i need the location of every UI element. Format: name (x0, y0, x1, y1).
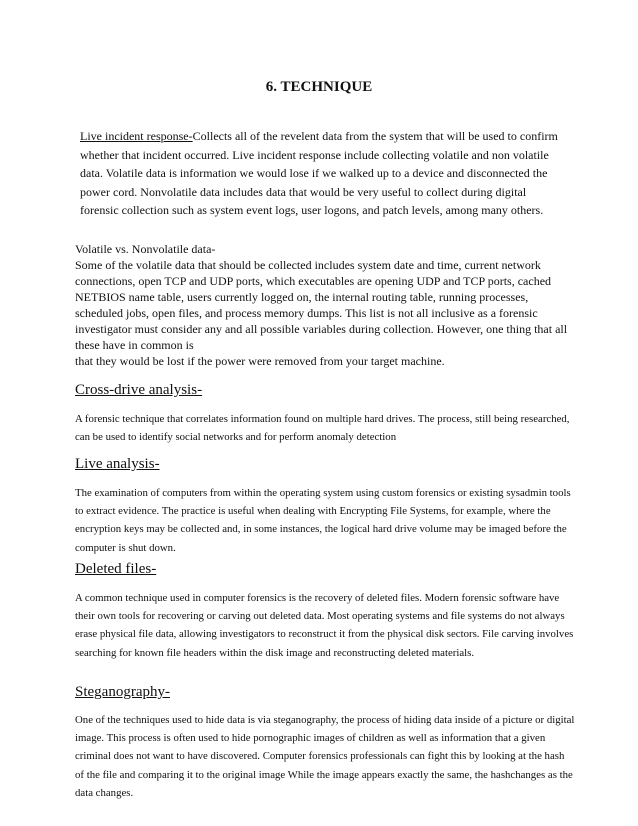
section-text-steganography: One of the techniques used to hide data is via steganography, the process of hiding data inside of a picture or digital image. This process is often used to hide pornographic images of children as well as information that a given criminal does not want to have discovered. Computer forensics professionals can fight this by looking at the hash of the file and comparing it to the original image While the image appears exactly the same, the hashchanges as the data changes. (75, 714, 575, 799)
page-title: 6. TECHNIQUE (265, 79, 373, 95)
intro-paragraph (80, 127, 565, 220)
section-heading-deleted-files: Deleted files- (75, 561, 157, 577)
section-text-deleted-files: A common technique used in computer forensics is the recovery of deleted files. Modern forensic software have their own tools for recovering or carving out deleted data. Most operating systems and file systems do not always erase physical file data, allowing investigators to reconstruct it from the physical disk sectors. File carving involves searching for known file headers within the disk image and reconstructing deleted materials. (75, 592, 574, 659)
intro-text: Collects all of the revelent data from the system that will be used to confirm whether that incident occurred. Live incident response include collecting volatile and non volatile data. Volatile data is information we would lose if we walked up to a device and disconnected the power cord. Nonvolatile data includes data that would be very useful to collect during digital forensic collection such as system event logs, user logons, and patch levels, among many others. (80, 129, 558, 218)
volatile-text-2: that they would be lost if the power were removed from your target machine. (75, 354, 445, 368)
volatile-paragraph (75, 241, 570, 369)
volatile-text: Some of the volatile data that should be collected includes system date and time, current network connections, open TCP and UDP ports, which executables are opening UDP and TCP ports, cached NETBIOS name table, users currently logged on, the internal routing table, running processes, scheduled jobs, open files, and process memory dumps. This list is not all inclusive as a forensic investigator must consider any and all possible variables during collection. However, one thing that all these have in common is (75, 258, 568, 352)
section-text-cross-drive: A forensic technique that correlates information found on multiple hard drives. The process, still being researched, can be used to identify social networks and for perform anomaly detection (75, 413, 570, 444)
intro-label: Live incident response- (80, 129, 193, 143)
volatile-label: Volatile vs. Nonvolatile data- (75, 242, 216, 256)
section-heading-steganography: Steganography- (75, 684, 170, 700)
section-heading-cross-drive: Cross-drive analysis- (75, 382, 203, 398)
section-text-live-analysis: The examination of computers from within the operating system using custom forensics or existing sysadmin tools to extract evidence. The practice is useful when dealing with Encrypting File Systems, for example, where the encryption keys may be collected and, in some instances, the logical hard drive volume may be imaged before the computer is shut down. (75, 487, 571, 554)
section-heading-live-analysis: Live analysis- (75, 456, 160, 472)
